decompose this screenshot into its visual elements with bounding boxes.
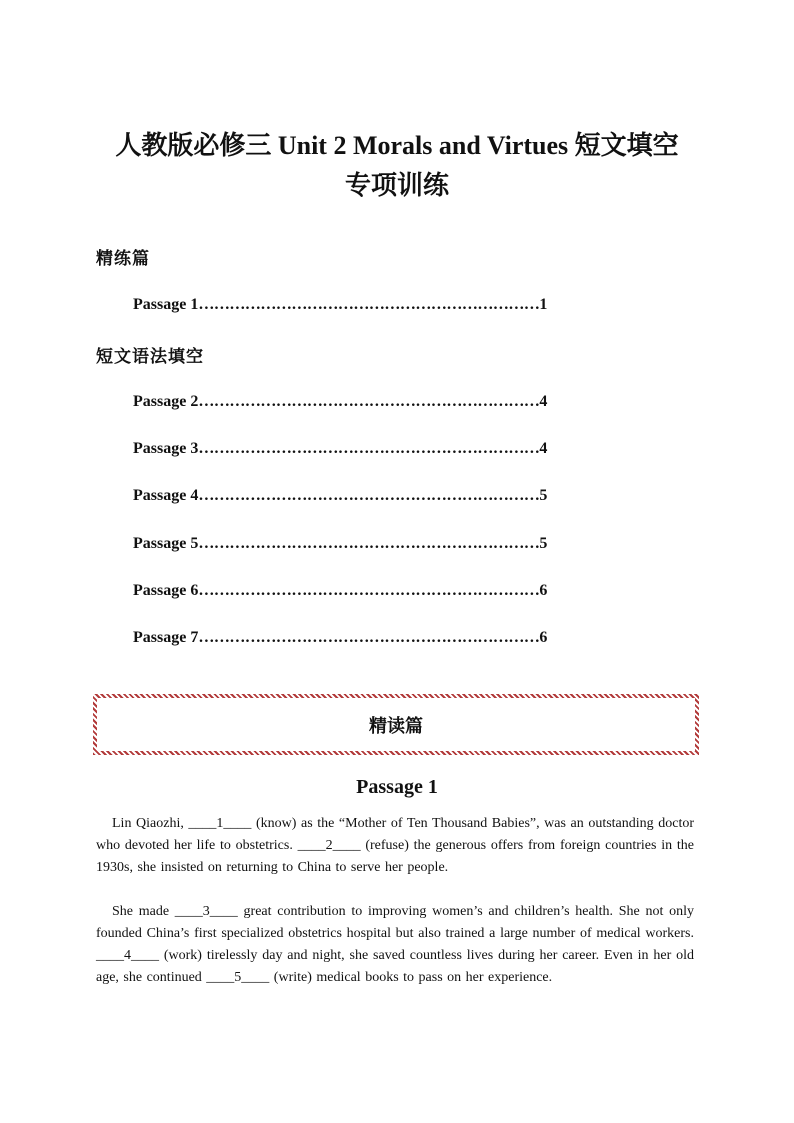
toc-dots: …………………………………………………………	[198, 296, 540, 313]
toc-label: Passage 4	[133, 487, 199, 504]
toc-label: Passage 3	[133, 440, 199, 457]
toc-label: Passage 6	[133, 582, 199, 599]
toc-entry[interactable]	[133, 393, 633, 411]
passage-paragraph-2: She made ____3____ great contribution to improving women’s and children’s health. She not only founded China’s first specialized obstetrics hospital but also trained a large number of medical workers. ____4____ (work) tirelessly day and night, she saved countless lives during her career. Even in her old age, she continued ____5____ (write) medical books to pass on her experience.	[96, 904, 694, 985]
section-banner	[93, 694, 699, 755]
toc-page: 6	[539, 629, 548, 646]
toc-entry[interactable]	[133, 582, 633, 600]
toc-label: Passage 1	[133, 296, 199, 313]
toc-dots: …………………………………………………………	[198, 629, 540, 646]
title-line-1: 人教版必修三 Unit 2 Morals and Virtues 短文填空	[115, 131, 679, 160]
toc-dots: …………………………………………………………	[198, 487, 540, 504]
banner-title: 精读篇	[369, 715, 423, 737]
title-line-2: 专项训练	[344, 171, 449, 200]
toc-entry[interactable]	[133, 629, 633, 647]
toc-entry[interactable]	[133, 487, 633, 505]
passage-paragraph-1: Lin Qiaozhi, ____1____ (know) as the “Mother of Ten Thousand Babies”, was an outstanding doctor who devoted her life to obstetrics. ____2____ (refuse) the generous offers from foreign countries in the 1930s, she insisted on returning to China to serve her people.	[96, 816, 694, 875]
section-heading-grammar: 短文语法填空	[96, 347, 204, 367]
toc-entry[interactable]	[133, 440, 633, 458]
toc-dots: …………………………………………………………	[198, 393, 540, 410]
toc-dots: …………………………………………………………	[198, 535, 540, 552]
toc-label: Passage 2	[133, 393, 199, 410]
toc-dots: …………………………………………………………	[198, 440, 540, 457]
toc-page: 5	[539, 535, 548, 552]
toc-label: Passage 5	[133, 535, 199, 552]
toc-dots: …………………………………………………………	[198, 582, 540, 599]
toc-label: Passage 7	[133, 629, 199, 646]
toc-entry[interactable]	[133, 535, 633, 553]
toc-entry[interactable]	[133, 296, 633, 314]
toc-page: 5	[539, 487, 548, 504]
toc-page: 4	[539, 440, 548, 457]
toc-page: 6	[539, 582, 548, 599]
section-heading-intensive: 精练篇	[96, 249, 150, 269]
document-title	[0, 126, 794, 206]
toc-page: 4	[539, 393, 548, 410]
toc-page: 1	[539, 296, 548, 313]
passage-title: Passage 1	[356, 776, 438, 798]
